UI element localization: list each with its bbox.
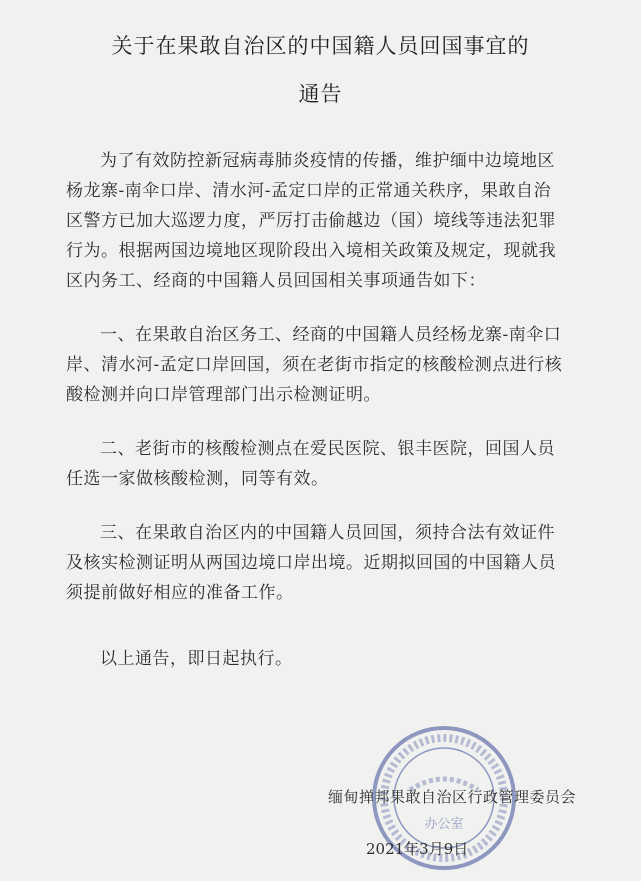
paragraph-closing: 以上通告，即日起执行。 <box>100 649 293 669</box>
paragraph-item-1: 一、在果敢自治区务工、经商的中国籍人员经杨龙寨-南伞口岸、清水河-孟定口岸回国，须在老街市指定的核酸检测点进行核酸检测并向口岸管理部门出示检测证明。 <box>66 325 563 405</box>
paragraph-item-3: 三、在果敢自治区内的中国籍人员回国，须持合法有效证件及核实检测证明从两国边境口岸出境。近期拟回国的中国籍人员须提前做好相应的准备工作。 <box>66 523 556 603</box>
signature-organization: 缅甸掸邦果敢自治区行政管理委员会 <box>328 788 577 806</box>
seal-center-text: 办公室 <box>424 817 464 832</box>
paragraph-item-2: 二、老街市的核酸检测点在爱民医院、银丰医院，回国人员任选一家做核酸检测，同等有效。 <box>66 439 555 489</box>
paragraph-intro: 为了有效防控新冠病毒肺炎疫情的传播，维护缅中边境地区杨龙寨-南伞口岸、清水河-孟定口岸的正常通关秩序，果敢自治区警方已加大巡逻力度，严厉打击偷越边（国）境线等违法犯罪行为。根据两国边境地区现阶段出入境相关政策及规定，现就我区内务工、经商的中国籍人员回国相关事项通告如下： <box>66 151 556 291</box>
document-title-line-2: 通告 <box>298 82 343 106</box>
signature-date: 2021年3月9日 <box>366 840 469 858</box>
document-title-line-1: 关于在果敢自治区的中国籍人员回国事宜的 <box>111 34 530 58</box>
